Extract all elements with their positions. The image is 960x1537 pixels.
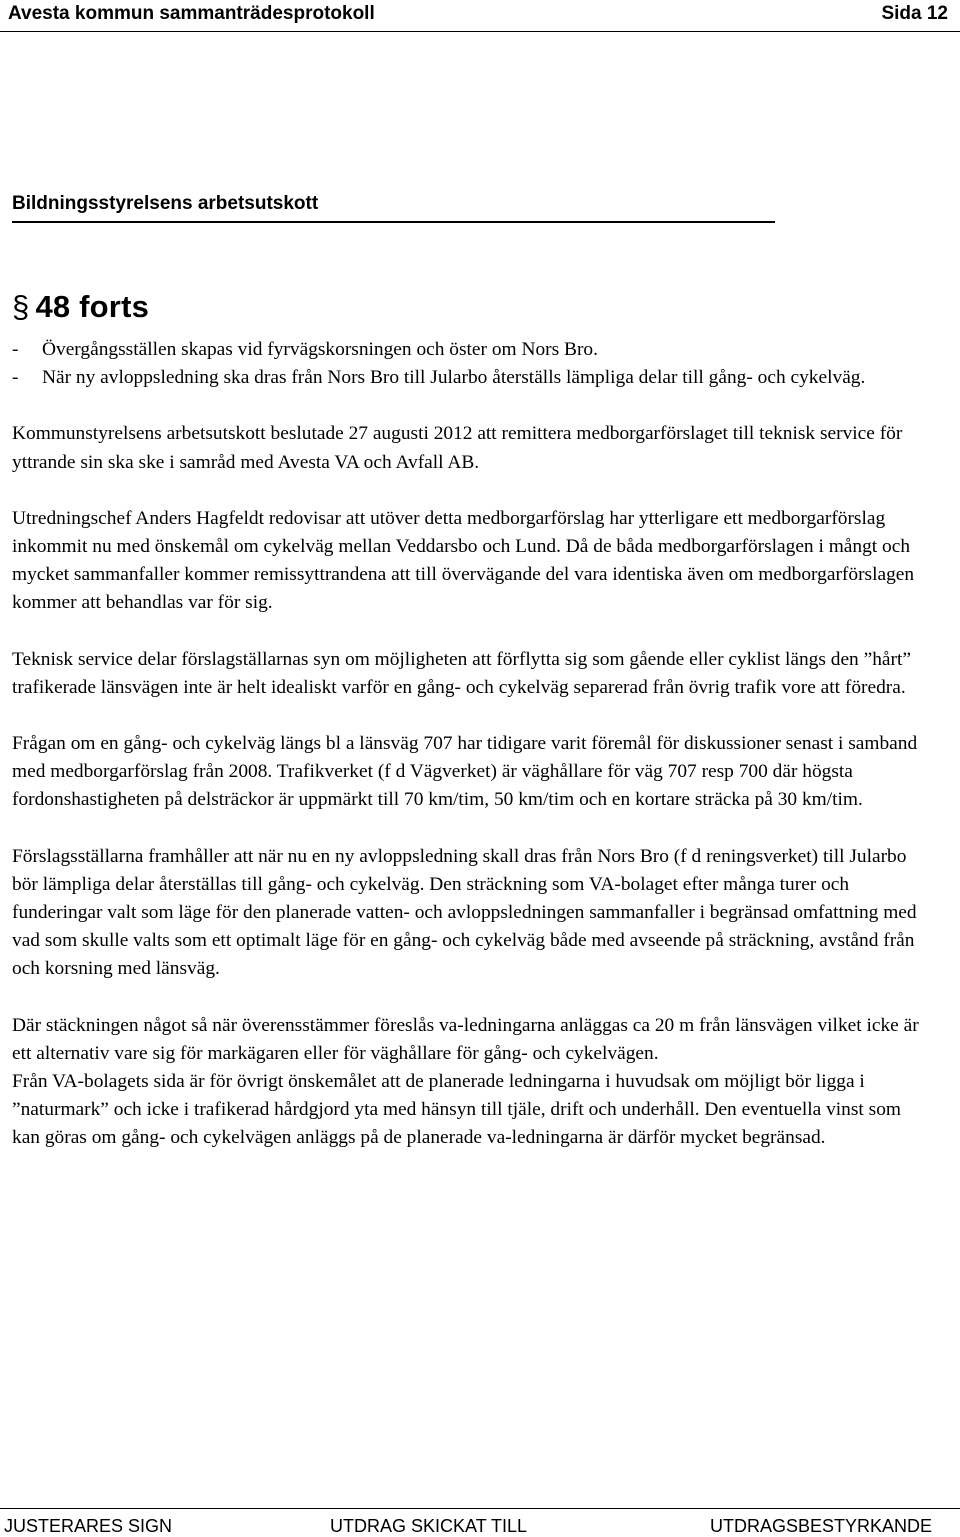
page-footer <box>0 1508 960 1536</box>
footer-divider <box>0 1508 960 1509</box>
list-item-text: När ny avloppsledning ska dras från Nors Bro till Jularbo återställs lämpliga delar till gång- och cykelväg. <box>42 367 866 389</box>
list-item <box>12 336 932 364</box>
bullet-dash: - <box>12 339 19 360</box>
footer-sent-label: UTDRAG SKICKAT TILL <box>330 1516 528 1536</box>
section-title: 48 forts <box>35 289 150 324</box>
body-paragraph: Förslagsställarna framhåller att när nu en ny avloppsledning skall dras från Nors Bro (f d reningsverket) till Jularbo bör lämpliga delar återställas till gång- och cykelväg. Den sträckning som VA-bolaget efter många turer och funderingar valt som läge för den planerade vatten- och avloppsledningen sammanfaller i begränsad omfattning med vad som skulle valts som ett optimalt läge för en gång- och cykelväg både med avseende på sträckning, avstånd från och korsning med länsväg. <box>12 845 917 980</box>
body-paragraph: Där stäckningen något så när överensstämmer föreslås va-ledningarna anläggas ca 20 m från länsvägen vilket icke är ett alternativ vare sig för markägaren eller för väghållare för gång- och cykelvägen. <box>12 1014 919 1064</box>
list-item-text: Övergångsställen skapas vid fyrvägskorsningen och öster om Nors Bro. <box>42 339 598 360</box>
footer-certification-label: UTDRAGSBESTYRKANDE <box>709 1516 932 1536</box>
bullet-dash: - <box>12 367 19 389</box>
body-paragraph: Kommunstyrelsens arbetsutskott beslutade 27 augusti 2012 att remittera medborgarförslaget till teknisk service för yttrande sin ska ske i samråd med Avesta VA och Avfall AB. <box>12 423 903 473</box>
page-number: Sida 12 <box>881 3 948 24</box>
body-paragraph: Från VA-bolagets sida är för övrigt önskemålet att de planerade ledningarna i huvudsak om möjligt bör ligga i ”naturmark” och icke i trafikerad hårdgjord yta med hänsyn till tjäle, drift och underhåll. Den eventuella vinst som kan göras om gång- och cykelvägen anläggs på de planerade va-ledningarna är därför mycket begränsad. <box>12 1071 901 1149</box>
bullet-list <box>12 336 932 392</box>
document-title: Avesta kommun sammanträdesprotokoll <box>8 3 375 24</box>
body-paragraph: Frågan om en gång- och cykelväg längs bl a länsväg 707 har tidigare varit föremål för diskussioner senast i samband med medborgarförslag från 2008. Trafikverket (f d Vägverket) är väghållare för väg 707 resp 700 där högsta fordonshastigheten på delsträckor är uppmärkt till 70 km/tim, 50 km/tim och en kortare sträcka på 30 km/tim. <box>12 733 918 811</box>
section-heading <box>12 289 149 325</box>
header-divider <box>0 31 960 32</box>
committee-name: Bildningsstyrelsens arbetsutskott <box>12 193 319 214</box>
list-item <box>12 364 932 392</box>
committee-underline <box>12 221 775 223</box>
body-paragraph: Teknisk service delar förslagställarnas syn om möjligheten att förflytta sig som gående eller cyklist längs den ”hårt” trafikerade länsvägen inte är helt idealiskt varför en gång- och cykelväg separerad från övrig trafik vore att föredra. <box>12 648 911 698</box>
document-body <box>12 336 932 1181</box>
section-symbol: § <box>12 289 30 324</box>
footer-signature-label: JUSTERARES SIGN <box>4 1516 173 1536</box>
page-header <box>0 0 960 30</box>
body-paragraph: Utredningschef Anders Hagfeldt redovisar att utöver detta medborgarförslag har ytterligare ett medborgarförslag inkommit nu med önskemål om cykelväg mellan Veddarsbo och Lund. Då de båda medborgarförslagen i mångt och mycket sammanfaller kommer remissyttrandena att till övervägande del vara identiska även om medborgarförslagen kommer att behandlas var för sig. <box>12 507 915 614</box>
